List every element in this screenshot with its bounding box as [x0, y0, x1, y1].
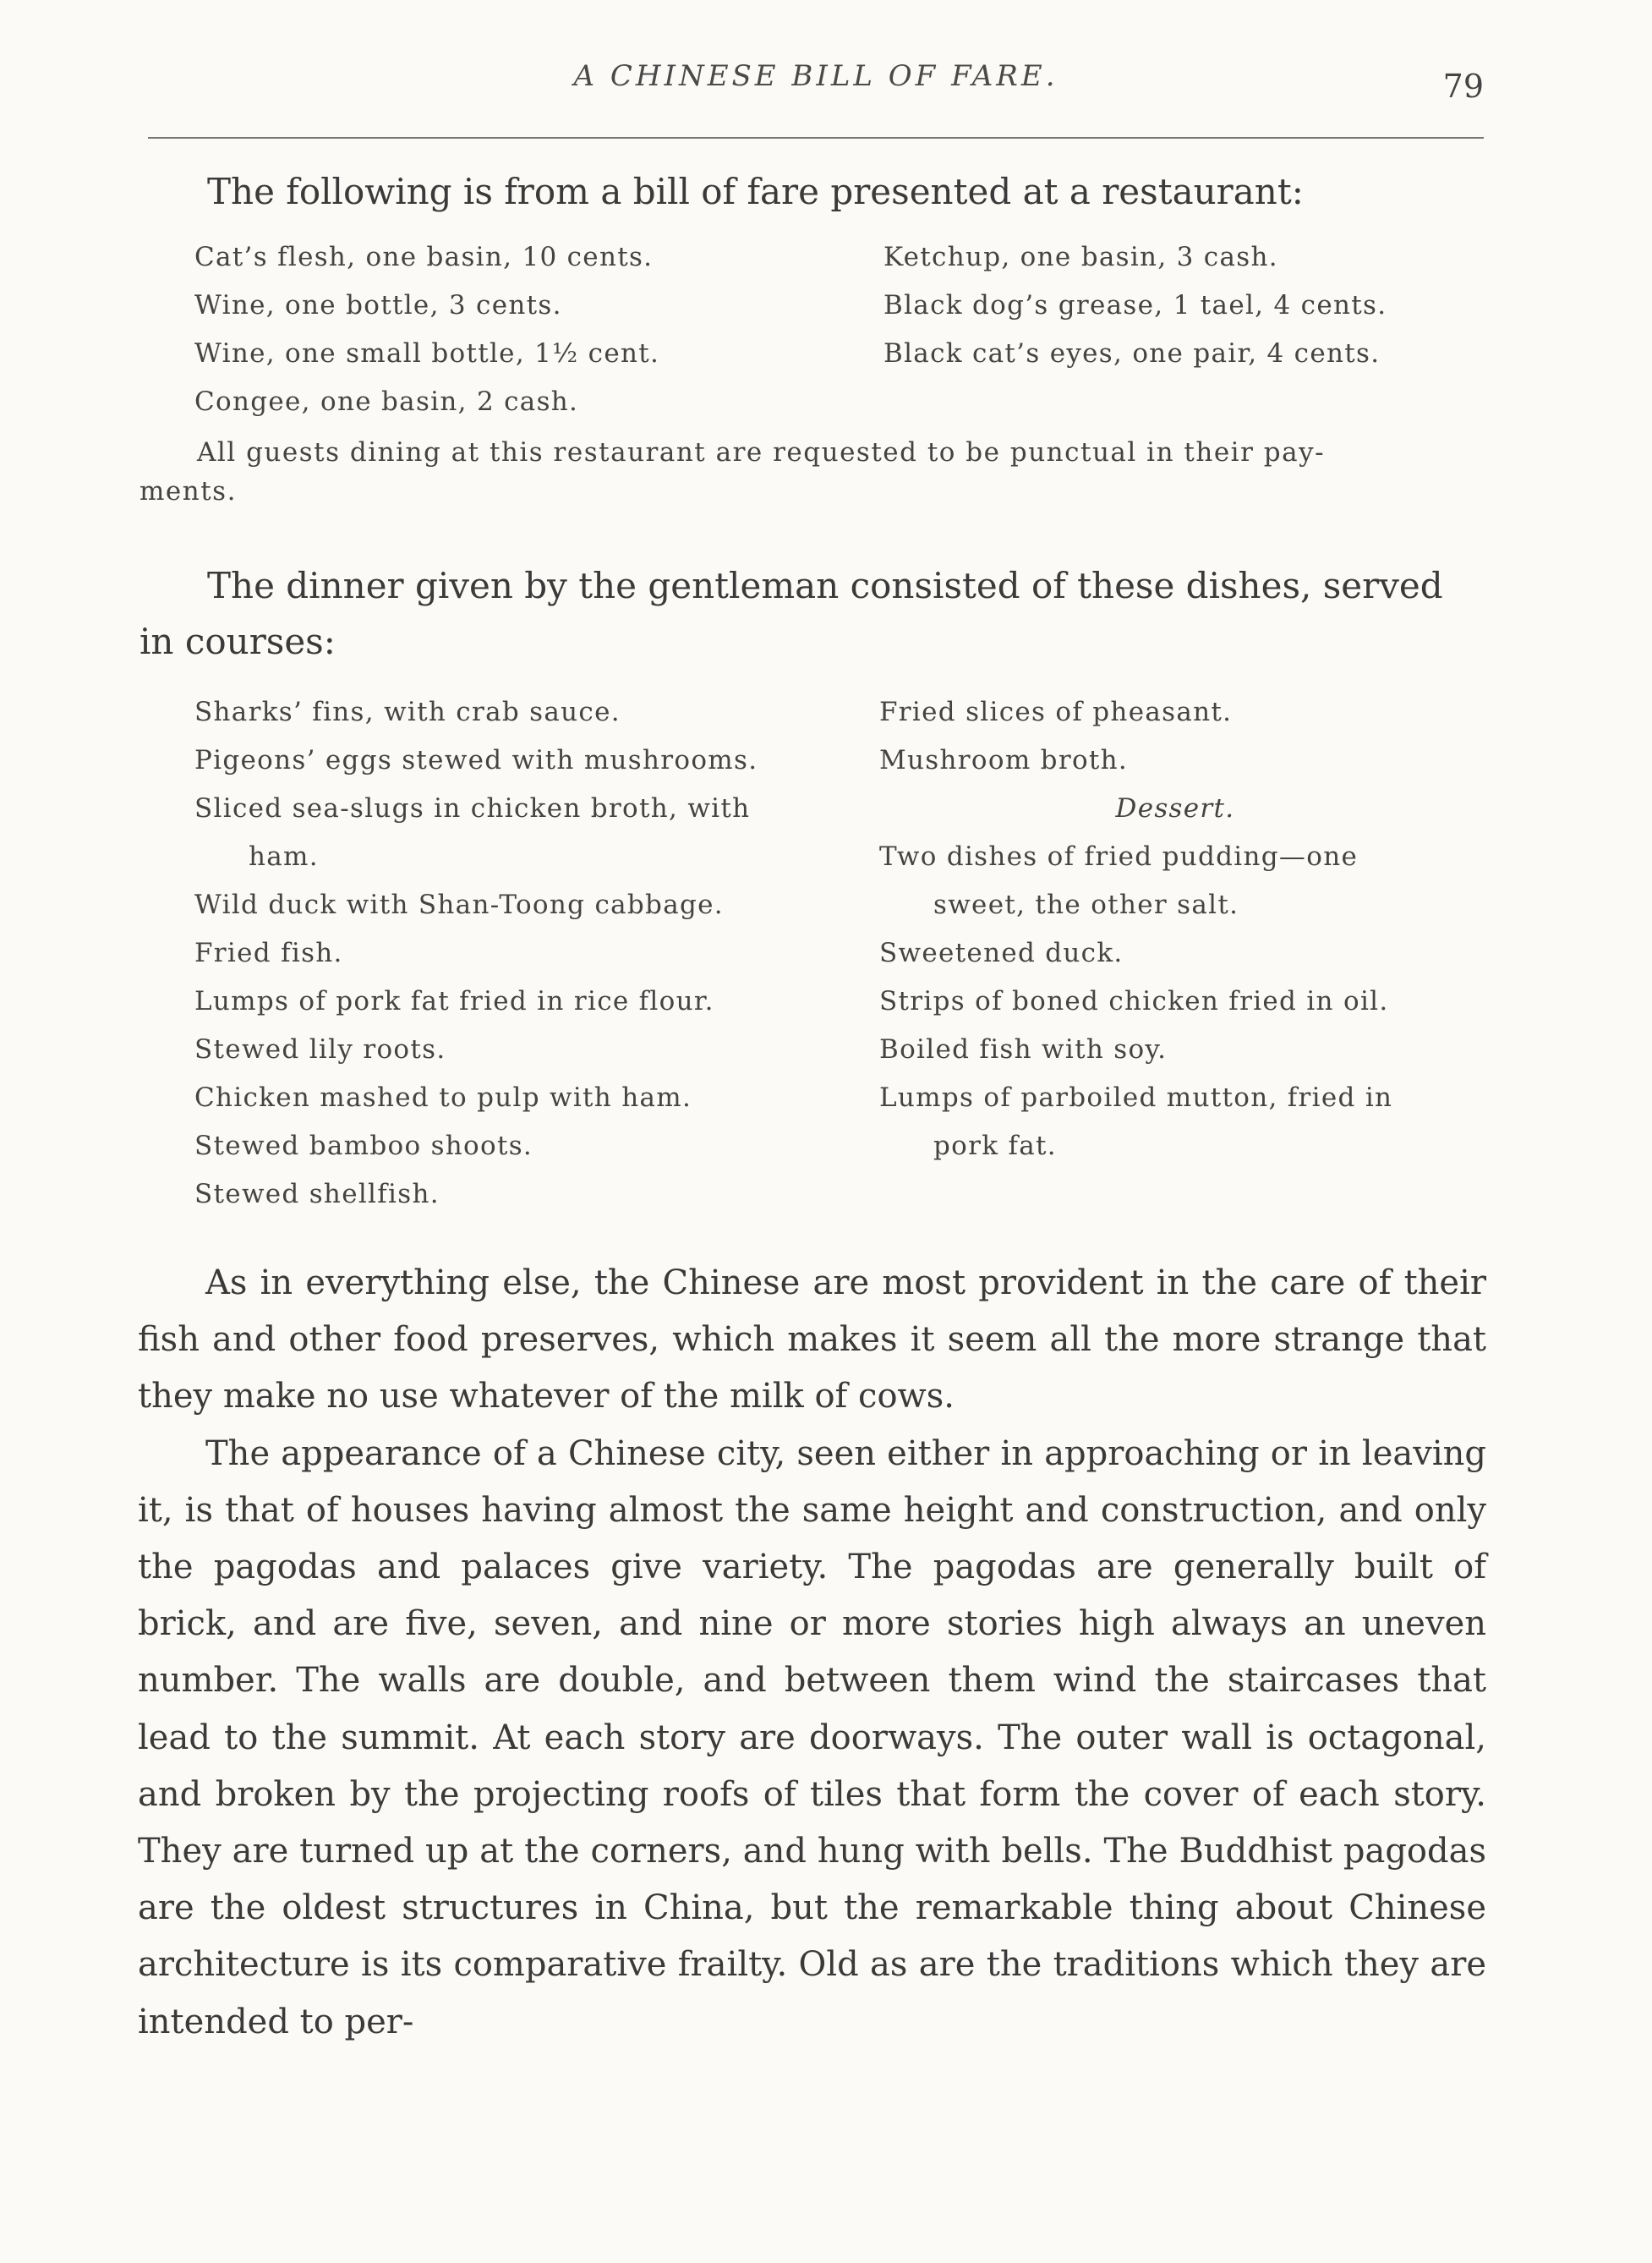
dinner-intro-paragraph [139, 558, 1484, 670]
restaurant-note [139, 433, 1484, 511]
dish-item: Sweetened duck. [879, 938, 1124, 968]
intro-line: The following is from a bill of fare presented at a restaurant: [207, 171, 1304, 212]
body-paragraph-1: As in everything else, the Chinese are most provident in the care of their fish and other food preserves, which makes it seem all the more strange that they make no use whatever of the milk of cows. [138, 1263, 1486, 1416]
bill-of-fare-right-column [883, 233, 1387, 378]
dish-item: Chicken mashed to pulp with ham. [194, 1082, 692, 1113]
intro-paragraph [139, 164, 1484, 220]
note-line: ments. [139, 476, 237, 507]
dish-item: Wild duck with Shan-Toong cabbage. [194, 890, 724, 920]
dish-item: Lumps of parboiled mutton, fried in [879, 1082, 1393, 1113]
dish-item: Strips of boned chicken fried in oil. [879, 986, 1389, 1016]
dish-item: Boiled fish with soy. [879, 1034, 1168, 1065]
fare-item: Black dog’s grease, 1 tael, 4 cents. [883, 290, 1387, 321]
dinner-intro-line: in courses: [139, 621, 336, 662]
running-title: A CHINESE BILL OF FARE. [573, 59, 1058, 93]
dessert-heading: Dessert. [1115, 793, 1235, 824]
note-line: All guests dining at this restaurant are requested to be punctual in their pay- [197, 437, 1326, 468]
dish-item: Lumps of pork fat fried in rice flour. [194, 986, 714, 1016]
dinner-intro-line: The dinner given by the gentleman consisted of these dishes, served [207, 565, 1443, 606]
page-number: 79 [1442, 68, 1484, 105]
fare-item: Wine, one small bottle, 1½ cent. [194, 338, 660, 369]
dish-item-continuation: ham. [249, 841, 319, 872]
dish-item: Fried slices of pheasant. [879, 697, 1233, 727]
dish-item-continuation: sweet, the other salt. [933, 890, 1239, 920]
fare-item: Wine, one bottle, 3 cents. [194, 290, 562, 321]
dish-item-continuation: pork fat. [933, 1131, 1057, 1161]
dish-item: Two dishes of fried pudding—one [879, 841, 1359, 872]
fare-item: Congee, one basin, 2 cash. [194, 386, 579, 417]
fare-item: Ketchup, one basin, 3 cash. [883, 242, 1278, 272]
dish-item: Sliced sea-slugs in chicken broth, with [194, 793, 751, 824]
dish-item: Stewed shellfish. [194, 1179, 440, 1209]
dish-item: Mushroom broth. [879, 745, 1129, 775]
header-rule [148, 137, 1484, 139]
dish-item: Fried fish. [194, 938, 343, 968]
dish-item: Sharks’ fins, with crab sauce. [194, 697, 621, 727]
dish-item: Stewed bamboo shoots. [194, 1131, 533, 1161]
dishes-right-column [879, 688, 1471, 1170]
fare-item: Cat’s flesh, one basin, 10 cents. [194, 242, 654, 272]
dish-item: Pigeons’ eggs stewed with mushrooms. [194, 745, 758, 775]
fare-item: Black cat’s eyes, one pair, 4 cents. [883, 338, 1381, 369]
bill-of-fare-left-column [194, 233, 659, 426]
dishes-left-column [194, 688, 758, 1219]
body-paragraph-2: The appearance of a Chinese city, seen either in approaching or in leaving it, is that of houses having almost the same height and construction, and only the pagodas and palaces give variety. The pagodas are generally built of brick, and are five, seven, and nine or more stories high always an uneven number. The walls are double, and between them wind the staircases that lead to the summit. At each story are doorways. The outer wall is octagonal, and broken by the projecting roofs of tiles that form the cover of each story. They are turned up at the corners, and hung with bells. The Buddhist pagodas are the oldest structures in China, but the remarkable thing about Chinese architecture is its comparative frailty. Old as are the traditions which they are intended to per- [138, 1433, 1486, 2041]
page-header [148, 52, 1484, 103]
dish-item: Stewed lily roots. [194, 1034, 446, 1065]
body-text [138, 1255, 1486, 2051]
